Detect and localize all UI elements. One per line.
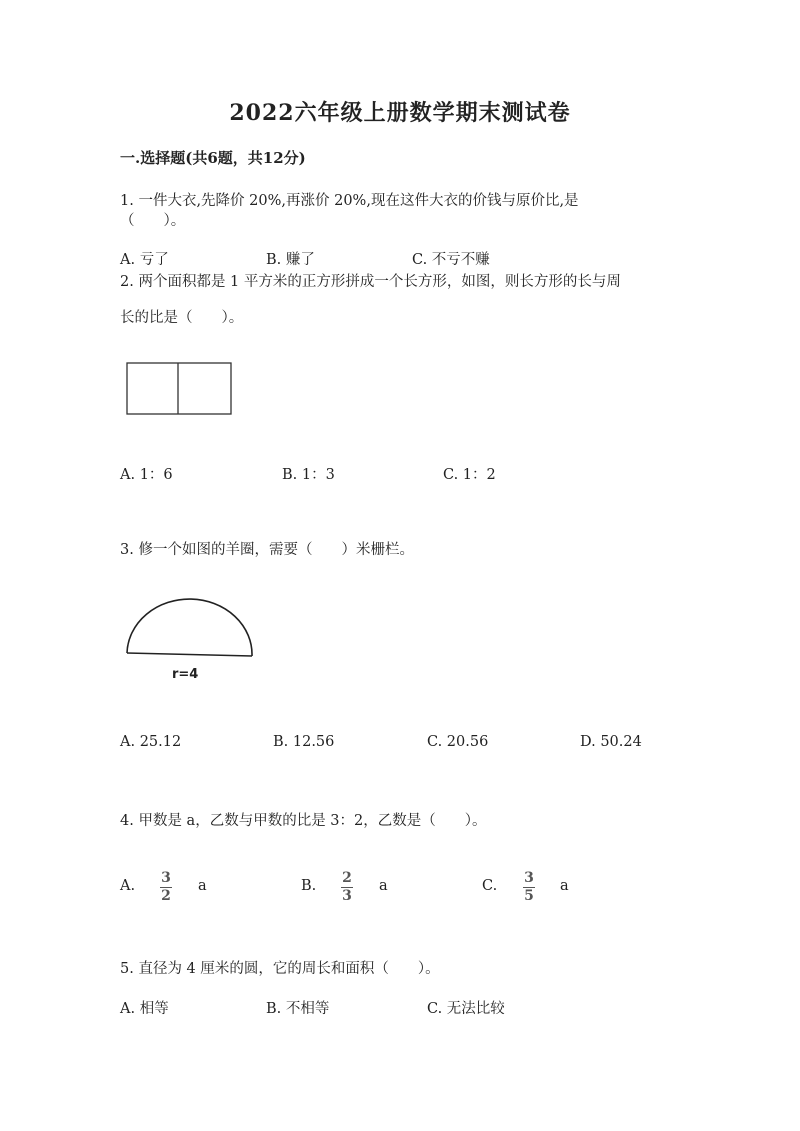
section-heading: 一.选择题(共6题，共12分) — [120, 149, 306, 167]
question-4-option-c-variable: a — [560, 878, 569, 894]
page-title: 2022六年级上册数学期末测试卷 — [229, 100, 571, 126]
fraction-denominator: 5 — [524, 888, 534, 904]
question-4-option-b-variable: a — [379, 878, 388, 894]
question-3-option-d: D. 50.24 — [580, 734, 642, 750]
fraction-numerator: 3 — [524, 870, 534, 886]
question-2-option-c: C. 1：2 — [443, 467, 496, 483]
fraction-numerator: 2 — [342, 870, 352, 886]
question-5-option-b: B. 不相等 — [266, 1001, 330, 1017]
question-1-option-a: A. 亏了 — [120, 252, 169, 268]
two-squares-figure — [126, 362, 234, 416]
question-1-option-b: B. 赚了 — [266, 252, 315, 268]
question-4-option-b-letter: B. — [301, 878, 317, 894]
question-4-stem: 4. 甲数是 a，乙数与甲数的比是 3：2，乙数是（ ）。 — [120, 813, 487, 829]
question-3-option-a: A. 25.12 — [120, 734, 182, 750]
rectangle-outline — [127, 363, 231, 414]
fraction-denominator: 2 — [161, 888, 171, 904]
question-2-stem-line2: 长的比是（ ）。 — [120, 310, 244, 326]
question-5-stem: 5. 直径为 4 厘米的圆，它的周长和面积（ ）。 — [120, 961, 440, 977]
question-2-option-a: A. 1：6 — [120, 467, 173, 483]
radius-label: r=4 — [172, 667, 199, 682]
question-2-option-b: B. 1：3 — [282, 467, 335, 483]
question-1-stem-line2: （ ）。 — [120, 213, 186, 229]
question-3-option-c: C. 20.56 — [427, 734, 489, 750]
question-2-stem-line1: 2. 两个面积都是 1 平方米的正方形拼成一个长方形，如图，则长方形的长与周 — [120, 274, 621, 290]
question-3-stem: 3. 修一个如图的羊圈，需要（ ）米栅栏。 — [120, 542, 414, 558]
fraction-numerator: 3 — [161, 870, 171, 886]
semicircle-pen-figure — [124, 596, 258, 660]
question-4-option-b-fraction — [341, 871, 353, 904]
question-4-option-a-variable: a — [198, 878, 207, 894]
question-4-option-c-letter: C. — [482, 878, 498, 894]
question-5-option-a: A. 相等 — [120, 1001, 169, 1017]
question-4-option-c-fraction — [523, 871, 535, 904]
fraction-denominator: 3 — [342, 888, 352, 904]
question-4-option-a-letter: A. — [120, 878, 136, 894]
diameter-line — [127, 653, 252, 656]
question-4-option-a-fraction — [160, 871, 172, 904]
question-1-stem-line1: 1. 一件大衣,先降价 20%,再涨价 20%,现在这件大衣的价钱与原价比,是 — [120, 193, 579, 209]
question-3-option-b: B. 12.56 — [273, 734, 335, 750]
question-5-option-c: C. 无法比较 — [427, 1001, 505, 1017]
semicircle-arc — [127, 599, 252, 656]
question-1-option-c: C. 不亏不赚 — [412, 252, 490, 268]
